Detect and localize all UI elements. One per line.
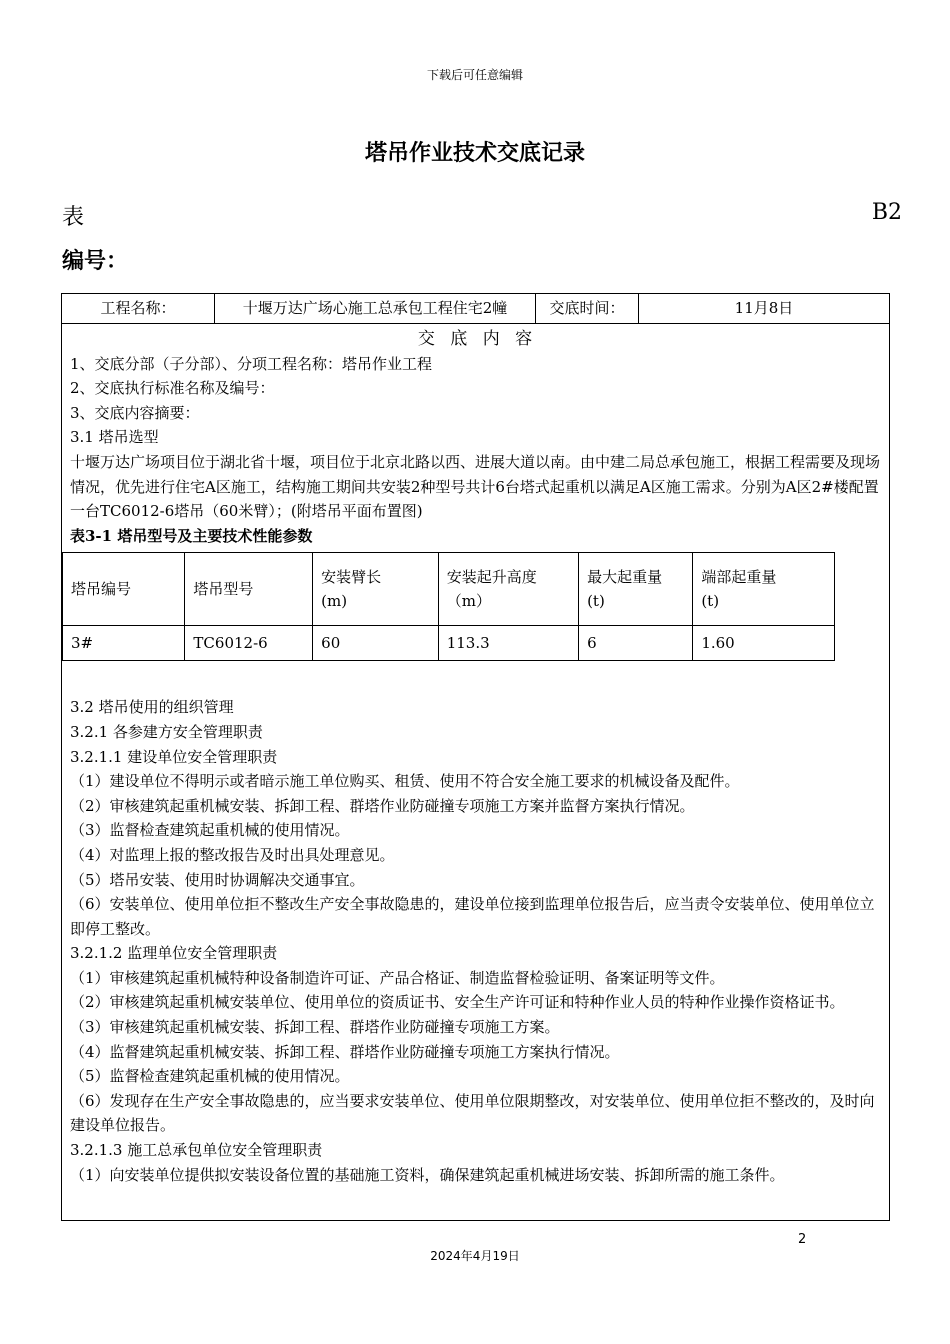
paragraph: （4）监督建筑起重机械安装、拆卸工程、群塔作业防碰撞专项施工方案执行情况。 xyxy=(70,1042,620,1061)
paragraph: （2）审核建筑起重机械安装单位、使用单位的资质证书、安全生产许可证和特种作业人员的特种作业操作资格证书。 xyxy=(70,993,845,1012)
paragraph: 2、交底执行标准名称及编号： xyxy=(70,379,275,398)
crane-spec-table xyxy=(62,552,835,661)
table-cell: TC6012-6 xyxy=(185,626,313,661)
table-cell: 3# xyxy=(63,626,185,661)
paragraph: （6）发现存在生产安全事故隐患的，应当要求安装单位、使用单位限期整改，对安装单位、使用单位拒不整改的，及时向建设单位报告。 xyxy=(70,1091,875,1135)
header-line: (t) xyxy=(587,592,605,611)
table-cell: 6 xyxy=(579,626,693,661)
project-name-value: 十堰万达广场心施工总承包工程住宅2幢 xyxy=(242,299,508,317)
header-line: 塔吊编号 xyxy=(71,580,132,599)
header-line: (m) xyxy=(321,592,348,611)
header-line: (t) xyxy=(701,592,720,611)
header-line: （m） xyxy=(446,592,491,611)
paragraph: （3）监督检查建筑起重机械的使用情况。 xyxy=(70,821,350,840)
header-note: 下载后可任意编辑 xyxy=(426,68,523,82)
table-header-cell xyxy=(693,553,835,626)
paragraph: （4）对监理上报的整改报告及时出具处理意见。 xyxy=(70,845,395,864)
header-line: 安装起升高度 xyxy=(446,567,537,586)
content-heading: 交 底 内 容 xyxy=(417,329,538,349)
paragraph: 3.2.1.3 施工总承包单位安全管理职责 xyxy=(70,1141,323,1160)
table-cell: 1.60 xyxy=(693,626,835,661)
table-header-cell xyxy=(579,553,693,626)
paragraph: （3）审核建筑起重机械安装、拆卸工程、群塔作业防碰撞专项施工方案。 xyxy=(70,1018,560,1037)
table-title: 表3-1 塔吊型号及主要技术性能参数 xyxy=(70,526,313,545)
paragraph: （1）向安装单位提供拟安装设备位置的基础施工资料，确保建筑起重机械进场安装、拆卸所需的施工条件。 xyxy=(70,1165,785,1184)
serial-number-label: 编号： xyxy=(62,248,129,274)
form-label: 表 xyxy=(62,205,85,230)
table-header-cell xyxy=(313,553,439,626)
paragraph: （1）审核建筑起重机械特种设备制造许可证、产品合格证、制造监督检验证明、备案证明等文件。 xyxy=(70,968,725,987)
form-code: B2 xyxy=(871,200,902,225)
table-header-cell xyxy=(438,553,578,626)
project-info-row xyxy=(62,294,889,324)
page-number: 2 xyxy=(798,1232,807,1247)
paragraph: （5）塔吊安装、使用时协调解决交通事宜。 xyxy=(70,870,365,889)
disclosure-time-label: 交底时间： xyxy=(549,299,625,317)
paragraph: （2）审核建筑起重机械安装、拆卸工程、群塔作业防碰撞专项施工方案并监督方案执行情况。 xyxy=(70,796,695,815)
intro-section xyxy=(70,352,885,524)
page-title: 塔吊作业技术交底记录 xyxy=(364,141,585,166)
paragraph: 1、交底分部（子分部）、分项工程名称：塔吊作业工程 xyxy=(70,354,433,373)
table-cell: 113.3 xyxy=(438,626,578,661)
paragraph: 3.2.1.2 监理单位安全管理职责 xyxy=(70,944,278,963)
project-name-label: 工程名称： xyxy=(100,299,176,317)
header-line: 安装臂长 xyxy=(321,567,382,586)
paragraph: 3、交底内容摘要： xyxy=(70,403,200,422)
paragraph: 3.2 塔吊使用的组织管理 xyxy=(70,698,234,717)
paragraph: 3.1 塔吊选型 xyxy=(70,428,159,447)
table-header-cell xyxy=(185,553,313,626)
paragraph: （6）安装单位、使用单位拒不整改生产安全事故隐患的，建设单位接到监理单位报告后，应当责令安装单位、使用单位立即停工整改。 xyxy=(70,895,875,938)
table-cell: 60 xyxy=(313,626,439,661)
paragraph: 3.2.1.1 建设单位安全管理职责 xyxy=(70,747,278,766)
paragraph: 3.2.1 各参建方安全管理职责 xyxy=(70,722,263,741)
paragraph: 十堰万达广场项目位于湖北省十堰，项目位于北京北路以西、进展大道以南。由中建二局总承包施工，根据工程需要及现场情况，优先进行住宅A区施工，结构施工期间共安装2种型号共计6台塔式起重机以满足A区施工需求。分别为A区2#楼配置一台TC6012-6塔吊（60米臂）；(附塔吊平面布置图) xyxy=(70,452,881,521)
paragraph: （5）监督检查建筑起重机械的使用情况。 xyxy=(70,1067,350,1086)
management-section xyxy=(70,695,885,1187)
table-header-cell xyxy=(63,553,185,626)
header-line: 塔吊型号 xyxy=(193,580,254,599)
disclosure-content xyxy=(70,327,885,1187)
disclosure-record-box xyxy=(61,293,890,1221)
table-header-row xyxy=(63,553,835,626)
disclosure-time-value: 11月8日 xyxy=(734,299,794,317)
header-line: 端部起重量 xyxy=(701,567,777,586)
header-line: 最大起重量 xyxy=(587,567,663,586)
footer-date: 2024年4月19日 xyxy=(430,1249,520,1263)
paragraph: （1）建设单位不得明示或者暗示施工单位购买、租赁、使用不符合安全施工要求的机械设备及配件。 xyxy=(70,772,740,791)
table-row xyxy=(63,626,835,661)
